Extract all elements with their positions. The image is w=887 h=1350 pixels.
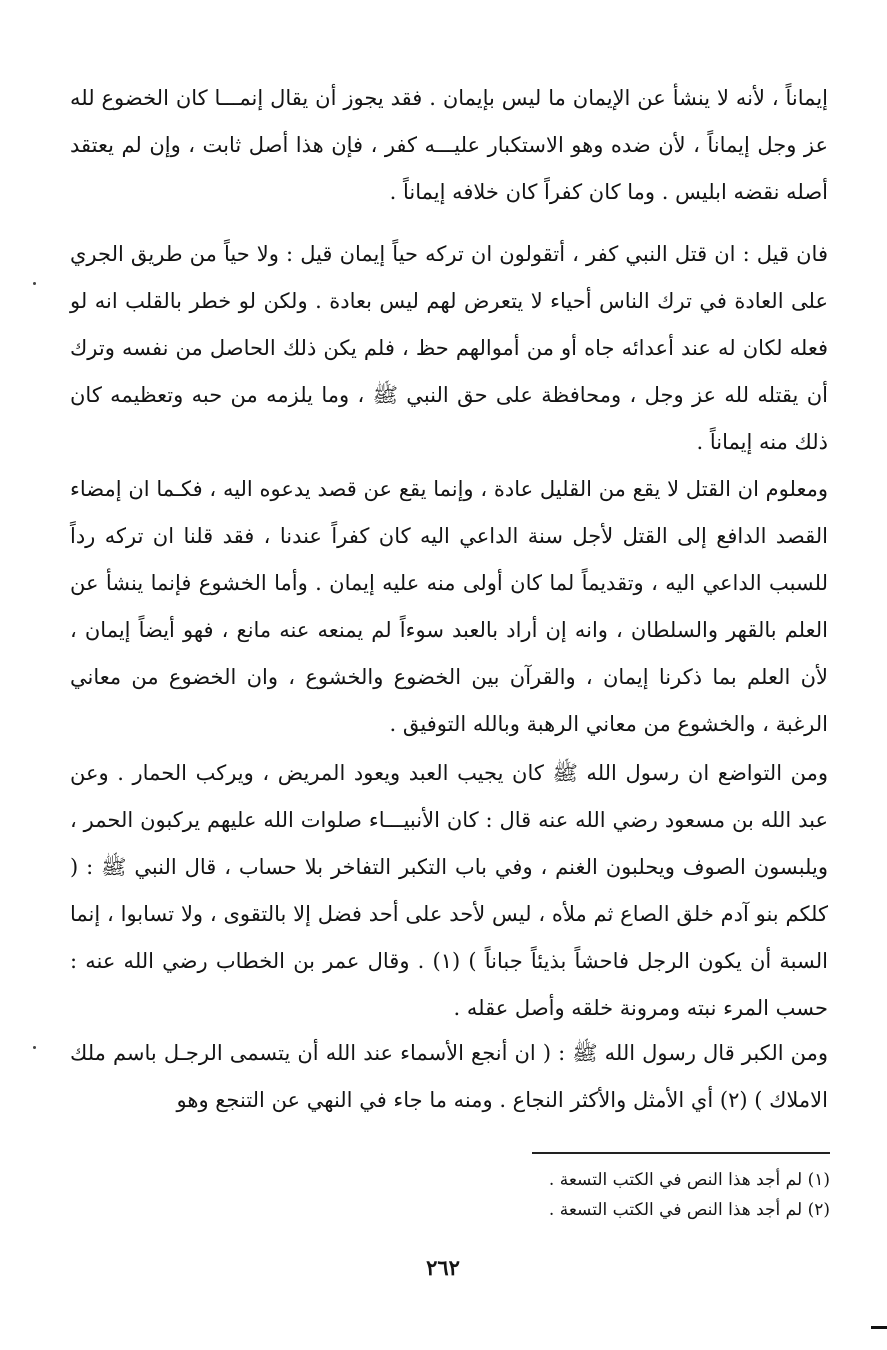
paragraph-text: فان قيل : ان قتل النبي كفر ، أتقولون ان تركه حياً إيمان قيل : ولا حياً من طريق الجري على العادة في ترك الناس أحياء لا يتعرض لهم ليس بعادة . ولكن لو خطر بالقلب انه لو فعله لكان له عند أعدائه جاه أو من أموالهم حظ ، فلم يكن ذلك الحاصل من نفسه وترك أن يقتله لله عز وجل ، ومحافظة على حق النبي ﷺ ، وما يلزمه من حبه وتعظيمه كان ذلك منه إيماناً . [70, 242, 828, 454]
paragraph-text: ومن التواضع ان رسول الله ﷺ كان يجيب العبد ويعود المريض ، ويركب الحمار . وعن عبد الله بن مسعود رضي الله عنه قال : كان الأنبيـــاء صلوات الله عليهم يركبون الحمر ، ويلبسون الصوف ويحلبون الغنم ، وفي باب التكبر التفاخر بلا حساب ، قال النبي ﷺ : ( كلكم بنو آدم خلق الصاع ثم ملأه ، ليس لأحد على أحد فضل إلا بالتقوى ، ولا تسابوا ، إنما السبة أن يكون الرجل فاحشاً بذيئاً جباناً ) (١) . وقال عمر بن الخطاب رضي الله عنه : حسب المرء نبته ومرونة خلقه وأصل عقله . [70, 761, 828, 1020]
paragraph-text: ومن الكبر قال رسول الله ﷺ : ( ان أنجع الأسماء عند الله أن يتسمى الرجـل باسم ملك الاملاك ) (٢) أي الأمثل والأكثر النجاع . ومنه ما جاء في النهي عن التنجع وهو [70, 1041, 828, 1112]
main-text-paragraph-4 [70, 750, 828, 1032]
footnote-2: (٢) لم أجد هذا النص في الكتب التسعة . [548, 1200, 830, 1220]
main-text-paragraph-5 [70, 1030, 828, 1124]
main-text-paragraph-1 [70, 75, 828, 216]
paragraph-text: إيماناً ، لأنه لا ينشأ عن الإيمان ما ليس بإيمان . فقد يجوز أن يقال إنمـــا كان الخضوع لله عز وجل إيماناً ، لأن ضده وهو الاستكبار عليـــه كفر ، فإن هذا أصل ثابت ، وإن لم يعتقد أصله نقضه ابليس . وما كان كفراً كان خلافه إيماناً . [70, 86, 828, 204]
main-text-paragraph-3 [70, 466, 828, 748]
footnote-1: (١) لم أجد هذا النص في الكتب التسعة . [548, 1170, 830, 1190]
margin-mark [33, 1046, 36, 1049]
paragraph-text: ومعلوم ان القتل لا يقع من القليل عادة ، وإنما يقع عن قصد يدعوه اليه ، فكـما ان إمضاء القصد الدافع إلى القتل لأجل سنة الداعي اليه كان كفراً عندنا ، فقد قلنا ان تركه رداً للسبب الداعي اليه ، وتقديماً لما كان أولى منه عليه إيمان . وأما الخشوع فإنما ينشأ عن العلم بالقهر والسلطان ، وانه إن أراد بالعبد سوءاً لم يمنعه عنه مانع ، فهو أيضاً إيمان ، لأن العلم بما ذكرنا إيمان ، والقرآن بين الخضوع والخشوع ، وان الخضوع من معاني الرغبة ، والخشوع من معاني الرهبة وبالله التوفيق . [70, 477, 828, 736]
footnote-divider [532, 1152, 830, 1154]
footnotes [460, 1165, 830, 1225]
page-number: ٢٦٢ [426, 1255, 460, 1280]
main-text-paragraph-2 [70, 231, 828, 466]
page-edge-mark [871, 1326, 887, 1329]
margin-mark [33, 282, 36, 285]
